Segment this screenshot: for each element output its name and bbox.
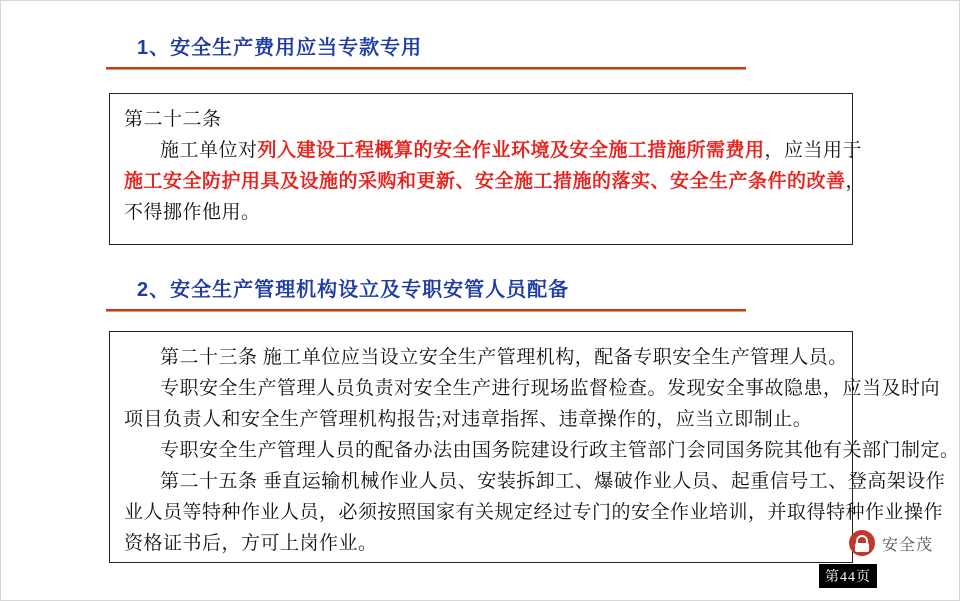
article-box-1 — [109, 93, 866, 245]
article-line — [124, 197, 840, 228]
section-heading-1: 1、安全生产费用应当专款专用 — [137, 37, 423, 59]
article-text-highlight: 列入建设工程概算的安全作业环境及安全施工措施所需费用 — [257, 140, 765, 161]
article-text: 业人员等特种作业人员，必须按照国家有关规定经过专门的安全作业培训，并取得特种作业操作 — [124, 502, 944, 523]
heading-rule-2 — [106, 309, 746, 312]
article-line — [124, 404, 840, 435]
article-text: 专职安全生产管理人员负责对安全生产进行现场监督检查。发现安全事故隐患，应当及时向 — [160, 378, 941, 399]
article-text: 专职安全生产管理人员的配备办法由国务院建设行政主管部门会同国务院其他有关部门制定。 — [160, 440, 960, 461]
article-line — [124, 135, 863, 166]
article-line — [124, 166, 866, 197]
article-text: ，应当用于 — [764, 140, 863, 161]
article-text-highlight: 施工安全防护用具及设施的采购和更新、安全施工措施的落实、安全生产条件的改善 — [124, 171, 846, 192]
article-line — [124, 373, 941, 404]
article-text: 第二十三条 施工单位应当设立安全生产管理机构，配备专职安全生产管理人员。 — [160, 347, 848, 368]
article-text: 资格证书后，方可上岗作业。 — [124, 533, 378, 554]
watermark — [849, 530, 933, 556]
heading-rule-1 — [106, 67, 746, 70]
article-text: 不得挪作他用。 — [124, 202, 261, 223]
page-number: 第44页 — [819, 564, 877, 588]
article-text: 施工单位对 — [160, 140, 258, 161]
article-line — [124, 435, 960, 466]
article-line — [124, 466, 946, 497]
helmet-icon — [849, 530, 875, 556]
article-line — [124, 104, 840, 135]
article-text: 第二十二条 — [124, 109, 222, 130]
article-text: ， — [845, 171, 866, 192]
article-text: 第二十五条 垂直运输机械作业人员、安装拆卸工、爆破作业人员、起重信号工、登高架设作 — [160, 471, 946, 492]
watermark-label: 安全茂 — [881, 536, 933, 554]
article-line — [124, 342, 848, 373]
article-line — [124, 497, 944, 528]
section-heading-2: 2、安全生产管理机构设立及专职安管人员配备 — [137, 279, 570, 301]
article-line — [124, 528, 840, 559]
article-text: 项目负责人和安全生产管理机构报告;对违章指挥、违章操作的，应当立即制止。 — [124, 409, 813, 430]
